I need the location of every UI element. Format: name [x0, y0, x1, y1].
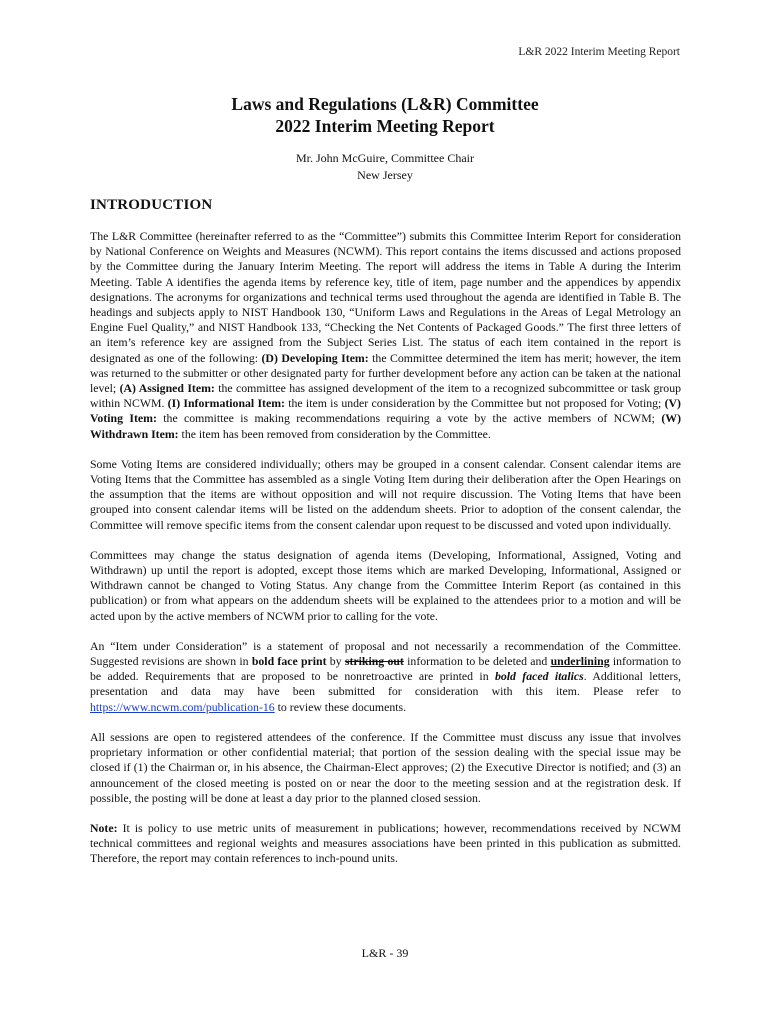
- text-run: It is policy to use metric units of measurement in publications; however, recommendations received by NCWM technical committees and regional weights and measures associations have been printed in this publication as submitted. Therefore, the report may contain references to inch-pound units.: [90, 820, 681, 866]
- document-subtitle: [0, 150, 770, 184]
- text-run: information to be added. Requirements that are proposed to be nonretroactive are printed in: [90, 654, 682, 684]
- title-line-2: 2022 Interim Meeting Report: [275, 116, 495, 136]
- text-run: by: [326, 654, 345, 669]
- paragraph-status-changes: Committees may change the status designation of agenda items (Developing, Informational, Assigned, Voting and Withdrawn) up until the report is adopted, except those items which are marked Developing, Informational, Assigned or Withdrawn cannot be changed to Voting Status. Any change from the Committee Interim Report (as contained in this publication) or from what appears on the addendum sheets will be explained to the attendees prior to a motion and will be acted upon by the active members of NCWM prior to calling for the vote.: [90, 547, 681, 623]
- document-title: [0, 93, 770, 137]
- paragraph-consent-calendar: Some Voting Items are considered individually; others may be grouped in a consent calendar. Consent calendar items are Voting Items that the Committee has assembled as a single Voting Item during their deliberation after the Open Hearings on the assumption that the items are without opposition and will not require discussion. The Voting Items that have been grouped into consent calendar items will be listed on the addendum sheets. Prior to adoption of the consent calendar, the Committee will remove specific items from the consent calendar upon request to be discussed and voted upon individually.: [90, 456, 681, 532]
- strikeout-example: striking out: [344, 654, 404, 669]
- bold-face-example: bold face print: [251, 654, 327, 669]
- text-run: the item is under consideration by the Committee but not proposed for Voting;: [284, 396, 665, 411]
- text-run: the committee has assigned development of the item to a recognized subcommittee or task group within NCWM.: [90, 381, 681, 411]
- text-run: the item has been removed from consideration by the Committee.: [178, 426, 491, 441]
- status-assigned-label: (A) Assigned Item:: [119, 381, 215, 396]
- paragraph-item-under-consideration: [90, 639, 681, 715]
- document-body: [90, 229, 681, 882]
- status-voting-label: (V) Voting Item:: [90, 396, 681, 426]
- text-run: information to be deleted and: [403, 654, 551, 669]
- publication-link[interactable]: https://www.ncwm.com/publication-16: [90, 699, 275, 714]
- paragraph-sessions: All sessions are open to registered attendees of the conference. If the Committee must discuss any issue that involves proprietary information or other confidential material; that portion of the session dealing with the special issue may be closed if (1) the Chairman or, in his absence, the Chairman-Elect approves; (2) the Executive Director is notified; and (3) an announcement of the closed meeting is posted on or near the door to the meeting session and at the registration desk. If possible, the posting will be done at least a day prior to the planned closed session.: [90, 729, 681, 805]
- running-header: L&R 2022 Interim Meeting Report: [518, 46, 680, 58]
- paragraph-status-definitions: [90, 229, 681, 442]
- text-run: the committee is making recommendations requiring a vote by the active members of NCWM;: [156, 411, 662, 426]
- title-line-1: Laws and Regulations (L&R) Committee: [231, 94, 539, 114]
- status-developing-label: (D) Developing Item:: [261, 350, 369, 365]
- paragraph-note: [90, 821, 681, 867]
- note-label: Note:: [90, 820, 118, 835]
- text-run: The L&R Committee (hereinafter referred to as the “Committee”) submits this Committee Interim Report for consideration by National Conference on Weights and Measures (NCWM). This report contains the items discussed and actions proposed by the Committee during the January Interim Meeting. The report will address the items in Table A during the Interim Meeting. Table A identifies the agenda items by reference key, title of item, page number and the appendices by appendix designations. The acronyms for organizations and technical terms used throughout the agenda are identified in Table B. The headings and subjects apply to NIST Handbook 130, “Uniform Laws and Regulations in the Areas of Legal Metrology an Engine Fuel Quality,” and NIST Handbook 133, “Checking the Net Contents of Packaged Goods.” The first three letters of an item’s reference key are assigned from the Subject Series List. The status of each item contained in the report is designated as one of the following:: [90, 229, 681, 365]
- chair-state: New Jersey: [357, 168, 413, 182]
- text-run: . Additional letters, presentation and data may have been submitted for consideration with this item. Please refer to: [90, 669, 681, 699]
- section-heading: INTRODUCTION: [90, 197, 213, 213]
- text-run: to review these documents.: [274, 699, 407, 714]
- text-run: the Committee determined the item has merit; however, the item was returned to the submitter or other designated party for further development before any action can be taken at the national level;: [90, 350, 681, 396]
- text-run: An “Item under Consideration” is a statement of proposal and not necessarily a recommendation of the Committee. Suggested revisions are shown in: [90, 638, 681, 669]
- underline-example: underlining: [550, 654, 610, 669]
- committee-chair: Mr. John McGuire, Committee Chair: [296, 151, 474, 165]
- status-informational-label: (I) Informational Item:: [167, 396, 285, 411]
- status-withdrawn-label: (W) Withdrawn Item:: [90, 411, 681, 441]
- bold-italic-example: bold faced italics: [494, 669, 584, 684]
- page-number: L&R - 39: [361, 946, 409, 960]
